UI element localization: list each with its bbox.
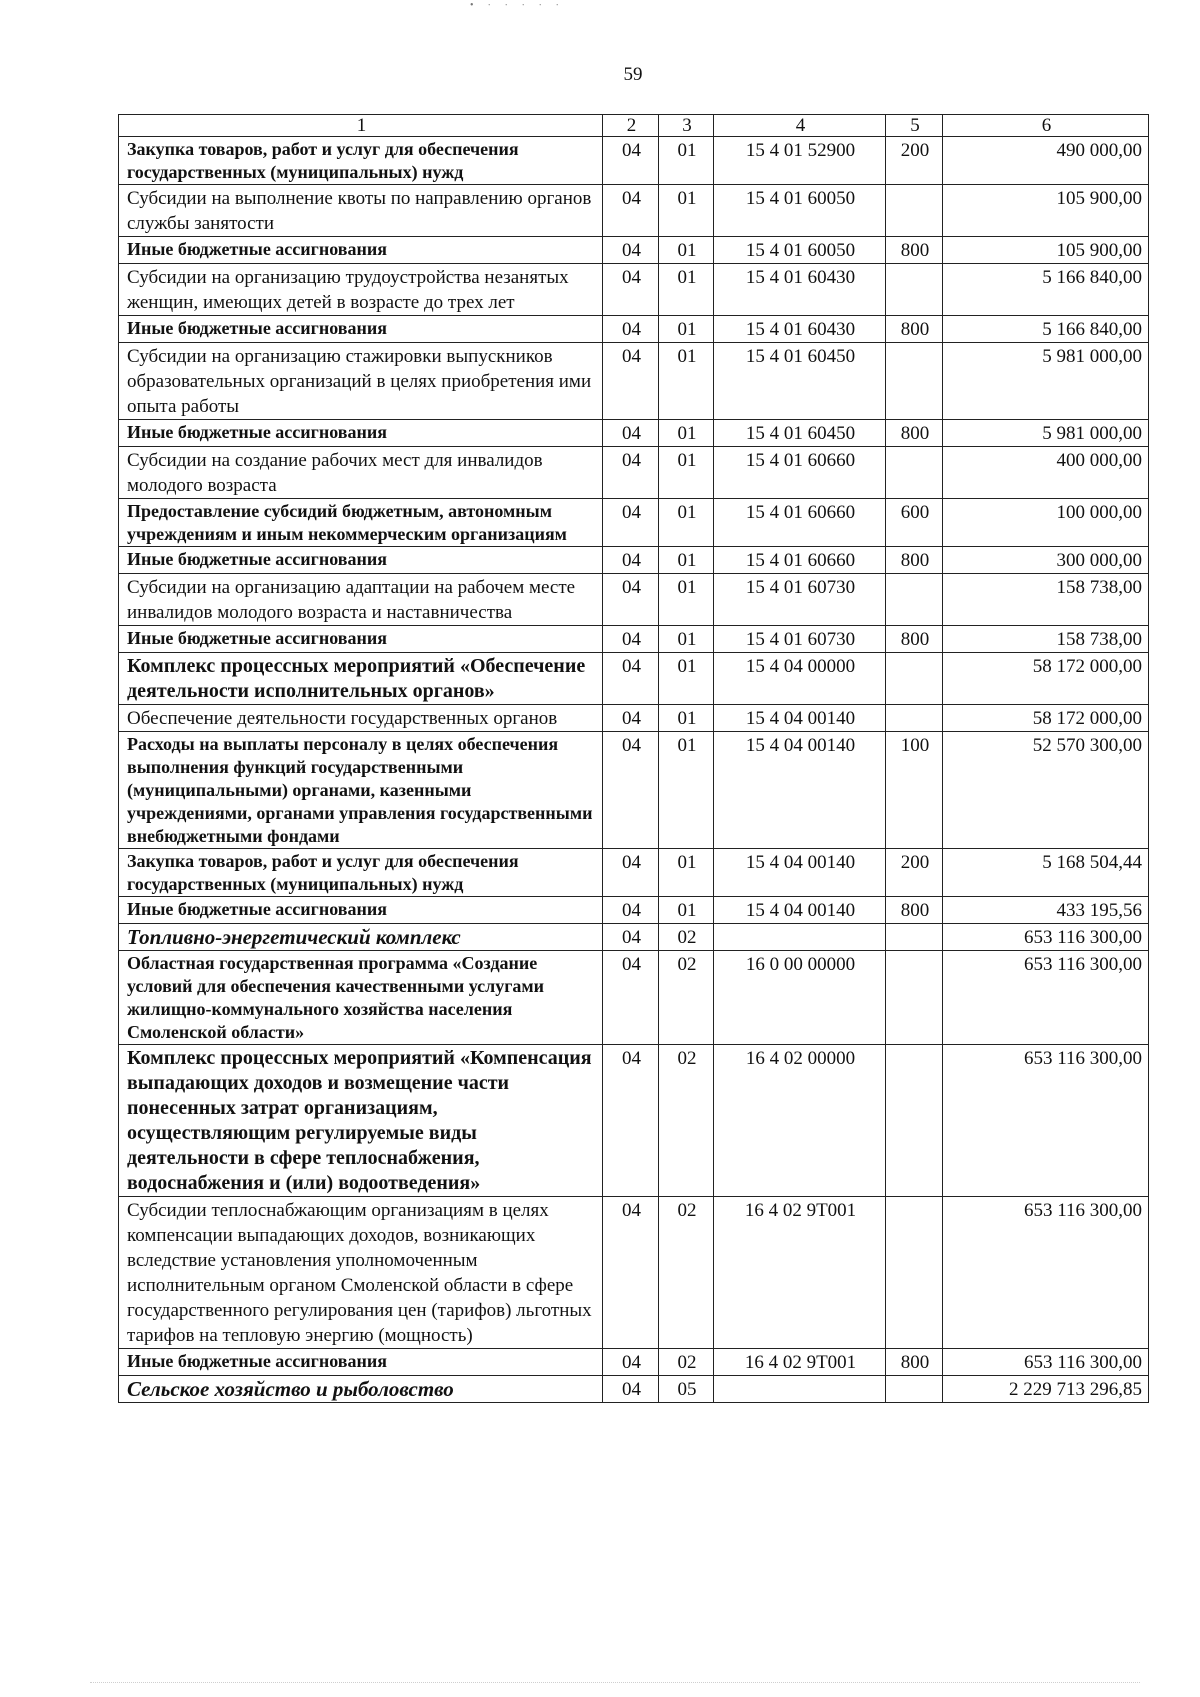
cell-name: Субсидии на организацию адаптации на рабочем месте инвалидов молодого возраста и наставничества — [119, 574, 603, 626]
table-row — [119, 185, 1149, 237]
cell-section: 04 — [603, 237, 659, 264]
table-row — [119, 574, 1149, 626]
cell-type: 200 — [886, 849, 943, 897]
cell-section: 04 — [603, 924, 659, 951]
cell-type: 600 — [886, 499, 943, 547]
cell-name: Комплекс процессных мероприятий «Компенсация выпадающих доходов и возмещение части понесенных затрат организациям, осуществляющим регулируемые виды деятельности в сфере теплоснабжения, водоснабжения и (или) водоотведения» — [119, 1045, 603, 1197]
cell-name: Закупка товаров, работ и услуг для обеспечения государственных (муниципальных) нужд — [119, 137, 603, 185]
cell-name: Расходы на выплаты персоналу в целях обеспечения выполнения функций государственными (муниципальными) органами, казенными учреждениями, органами управления государственными внебюджетными фондами — [119, 732, 603, 849]
table-row — [119, 705, 1149, 732]
table-row — [119, 547, 1149, 574]
table-header-row — [119, 115, 1149, 137]
cell-amount: 400 000,00 — [943, 447, 1149, 499]
table-row — [119, 237, 1149, 264]
cell-amount: 653 116 300,00 — [943, 951, 1149, 1045]
cell-subsection: 02 — [659, 1349, 714, 1376]
cell-type — [886, 1376, 943, 1403]
cell-amount: 158 738,00 — [943, 574, 1149, 626]
table-row — [119, 1045, 1149, 1197]
column-header: 4 — [714, 115, 886, 137]
table-row — [119, 499, 1149, 547]
column-header: 5 — [886, 115, 943, 137]
cell-amount: 100 000,00 — [943, 499, 1149, 547]
cell-type: 100 — [886, 732, 943, 849]
cell-amount: 52 570 300,00 — [943, 732, 1149, 849]
cell-name: Областная государственная программа «Создание условий для обеспечения качественными услугами жилищно-коммунального хозяйства населения Смоленской области» — [119, 951, 603, 1045]
cell-type — [886, 924, 943, 951]
cell-section: 04 — [603, 1376, 659, 1403]
cell-subsection: 01 — [659, 447, 714, 499]
table-row — [119, 420, 1149, 447]
cell-subsection: 02 — [659, 951, 714, 1045]
cell-amount: 105 900,00 — [943, 237, 1149, 264]
column-header: 2 — [603, 115, 659, 137]
cell-name: Субсидии теплоснабжающим организациям в целях компенсации выпадающих доходов, возникающих вследствие установления уполномоченным исполнительным органом Смоленской области в сфере государственного регулирования цен (тарифов) льготных тарифов на тепловую энергию (мощность) — [119, 1197, 603, 1349]
cell-type — [886, 653, 943, 705]
table-row — [119, 897, 1149, 924]
cell-name: Иные бюджетные ассигнования — [119, 1349, 603, 1376]
cell-amount: 58 172 000,00 — [943, 705, 1149, 732]
table-row — [119, 137, 1149, 185]
cell-type — [886, 705, 943, 732]
cell-name: Иные бюджетные ассигнования — [119, 316, 603, 343]
cell-section: 04 — [603, 137, 659, 185]
cell-type: 800 — [886, 1349, 943, 1376]
cell-section: 04 — [603, 316, 659, 343]
cell-amount: 5 981 000,00 — [943, 420, 1149, 447]
cell-name: Иные бюджетные ассигнования — [119, 420, 603, 447]
cell-subsection: 01 — [659, 547, 714, 574]
cell-target: 16 0 00 00000 — [714, 951, 886, 1045]
cell-subsection: 02 — [659, 924, 714, 951]
cell-subsection: 01 — [659, 626, 714, 653]
table-row — [119, 626, 1149, 653]
cell-subsection: 01 — [659, 705, 714, 732]
cell-name: Комплекс процессных мероприятий «Обеспечение деятельности исполнительных органов» — [119, 653, 603, 705]
cell-target: 15 4 01 60450 — [714, 420, 886, 447]
cell-type — [886, 1197, 943, 1349]
cell-target: 16 4 02 00000 — [714, 1045, 886, 1197]
table-row — [119, 653, 1149, 705]
cell-section: 04 — [603, 626, 659, 653]
cell-name: Иные бюджетные ассигнования — [119, 547, 603, 574]
cell-subsection: 01 — [659, 653, 714, 705]
cell-section: 04 — [603, 547, 659, 574]
cell-subsection: 01 — [659, 574, 714, 626]
budget-table — [118, 114, 1149, 1403]
table-row — [119, 924, 1149, 951]
column-header: 6 — [943, 115, 1149, 137]
cell-target: 15 4 01 60730 — [714, 574, 886, 626]
cell-amount: 5 166 840,00 — [943, 316, 1149, 343]
cell-name: Субсидии на организацию трудоустройства незанятых женщин, имеющих детей в возрасте до трех лет — [119, 264, 603, 316]
cell-target: 15 4 01 52900 — [714, 137, 886, 185]
cell-type — [886, 185, 943, 237]
cell-target: 15 4 01 60050 — [714, 185, 886, 237]
cell-amount: 5 166 840,00 — [943, 264, 1149, 316]
cell-target: 15 4 01 60050 — [714, 237, 886, 264]
cell-section: 04 — [603, 653, 659, 705]
cell-subsection: 01 — [659, 343, 714, 420]
cell-subsection: 01 — [659, 420, 714, 447]
cell-type: 800 — [886, 547, 943, 574]
cell-name: Предоставление субсидий бюджетным, автономным учреждениям и иным некоммерческим организациям — [119, 499, 603, 547]
cell-amount: 2 229 713 296,85 — [943, 1376, 1149, 1403]
cell-name: Субсидии на создание рабочих мест для инвалидов молодого возраста — [119, 447, 603, 499]
cell-type — [886, 574, 943, 626]
table-row — [119, 951, 1149, 1045]
cell-subsection: 02 — [659, 1045, 714, 1197]
cell-target: 16 4 02 9Т001 — [714, 1349, 886, 1376]
cell-subsection: 01 — [659, 732, 714, 849]
cell-target: 15 4 01 60730 — [714, 626, 886, 653]
cell-subsection: 01 — [659, 237, 714, 264]
cell-target: 15 4 04 00140 — [714, 732, 886, 849]
column-header: 1 — [119, 115, 603, 137]
page-number: 59 — [623, 64, 643, 85]
cell-type — [886, 447, 943, 499]
cell-subsection: 01 — [659, 185, 714, 237]
cell-name: Субсидии на выполнение квоты по направлению органов службы занятости — [119, 185, 603, 237]
cell-target: 15 4 04 00140 — [714, 705, 886, 732]
cell-target: 16 4 02 9Т001 — [714, 1197, 886, 1349]
cell-section: 04 — [603, 732, 659, 849]
scan-edge-dots — [90, 1682, 1140, 1687]
cell-amount: 653 116 300,00 — [943, 1349, 1149, 1376]
table-row — [119, 1376, 1149, 1403]
cell-type — [886, 343, 943, 420]
cell-name: Иные бюджетные ассигнования — [119, 237, 603, 264]
cell-target: 15 4 01 60430 — [714, 264, 886, 316]
cell-section: 04 — [603, 1349, 659, 1376]
cell-subsection: 01 — [659, 849, 714, 897]
cell-subsection: 01 — [659, 499, 714, 547]
cell-name: Иные бюджетные ассигнования — [119, 897, 603, 924]
cell-section: 04 — [603, 849, 659, 897]
cell-name: Топливно-энергетический комплекс — [119, 924, 603, 951]
cell-target — [714, 924, 886, 951]
cell-section: 04 — [603, 705, 659, 732]
cell-type — [886, 264, 943, 316]
cell-amount: 158 738,00 — [943, 626, 1149, 653]
cell-target: 15 4 01 60430 — [714, 316, 886, 343]
cell-section: 04 — [603, 420, 659, 447]
table-row — [119, 1349, 1149, 1376]
scan-artifacts: • ∙ ∙ ∙ ∙ ∙ — [470, 0, 565, 11]
cell-target: 15 4 01 60450 — [714, 343, 886, 420]
cell-section: 04 — [603, 574, 659, 626]
cell-subsection: 01 — [659, 316, 714, 343]
cell-amount: 653 116 300,00 — [943, 1045, 1149, 1197]
cell-target — [714, 1376, 886, 1403]
cell-subsection: 01 — [659, 264, 714, 316]
cell-target: 15 4 04 00000 — [714, 653, 886, 705]
cell-section: 04 — [603, 447, 659, 499]
column-header: 3 — [659, 115, 714, 137]
cell-name: Сельское хозяйство и рыболовство — [119, 1376, 603, 1403]
cell-target: 15 4 01 60660 — [714, 447, 886, 499]
table-row — [119, 849, 1149, 897]
cell-target: 15 4 01 60660 — [714, 499, 886, 547]
cell-amount: 5 168 504,44 — [943, 849, 1149, 897]
cell-target: 15 4 01 60660 — [714, 547, 886, 574]
cell-type: 800 — [886, 316, 943, 343]
cell-type: 800 — [886, 897, 943, 924]
cell-amount: 58 172 000,00 — [943, 653, 1149, 705]
table-row — [119, 732, 1149, 849]
cell-amount: 433 195,56 — [943, 897, 1149, 924]
cell-name: Иные бюджетные ассигнования — [119, 626, 603, 653]
cell-section: 04 — [603, 1045, 659, 1197]
cell-section: 04 — [603, 951, 659, 1045]
cell-amount: 5 981 000,00 — [943, 343, 1149, 420]
cell-type: 800 — [886, 626, 943, 653]
cell-type — [886, 951, 943, 1045]
cell-name: Закупка товаров, работ и услуг для обеспечения государственных (муниципальных) нужд — [119, 849, 603, 897]
cell-subsection: 02 — [659, 1197, 714, 1349]
cell-subsection: 05 — [659, 1376, 714, 1403]
cell-section: 04 — [603, 499, 659, 547]
cell-amount: 105 900,00 — [943, 185, 1149, 237]
cell-target: 15 4 04 00140 — [714, 897, 886, 924]
cell-name: Обеспечение деятельности государственных органов — [119, 705, 603, 732]
cell-type: 200 — [886, 137, 943, 185]
cell-type — [886, 1045, 943, 1197]
cell-section: 04 — [603, 185, 659, 237]
cell-name: Субсидии на организацию стажировки выпускников образовательных организаций в целях приобретения ими опыта работы — [119, 343, 603, 420]
cell-amount: 653 116 300,00 — [943, 924, 1149, 951]
cell-subsection: 01 — [659, 897, 714, 924]
cell-target: 15 4 04 00140 — [714, 849, 886, 897]
table-row — [119, 447, 1149, 499]
cell-section: 04 — [603, 343, 659, 420]
table-row — [119, 264, 1149, 316]
cell-type: 800 — [886, 237, 943, 264]
cell-amount: 300 000,00 — [943, 547, 1149, 574]
cell-section: 04 — [603, 264, 659, 316]
cell-amount: 653 116 300,00 — [943, 1197, 1149, 1349]
table-row — [119, 343, 1149, 420]
cell-section: 04 — [603, 1197, 659, 1349]
cell-type: 800 — [886, 420, 943, 447]
cell-section: 04 — [603, 897, 659, 924]
table-row — [119, 316, 1149, 343]
table-row — [119, 1197, 1149, 1349]
cell-amount: 490 000,00 — [943, 137, 1149, 185]
cell-subsection: 01 — [659, 137, 714, 185]
